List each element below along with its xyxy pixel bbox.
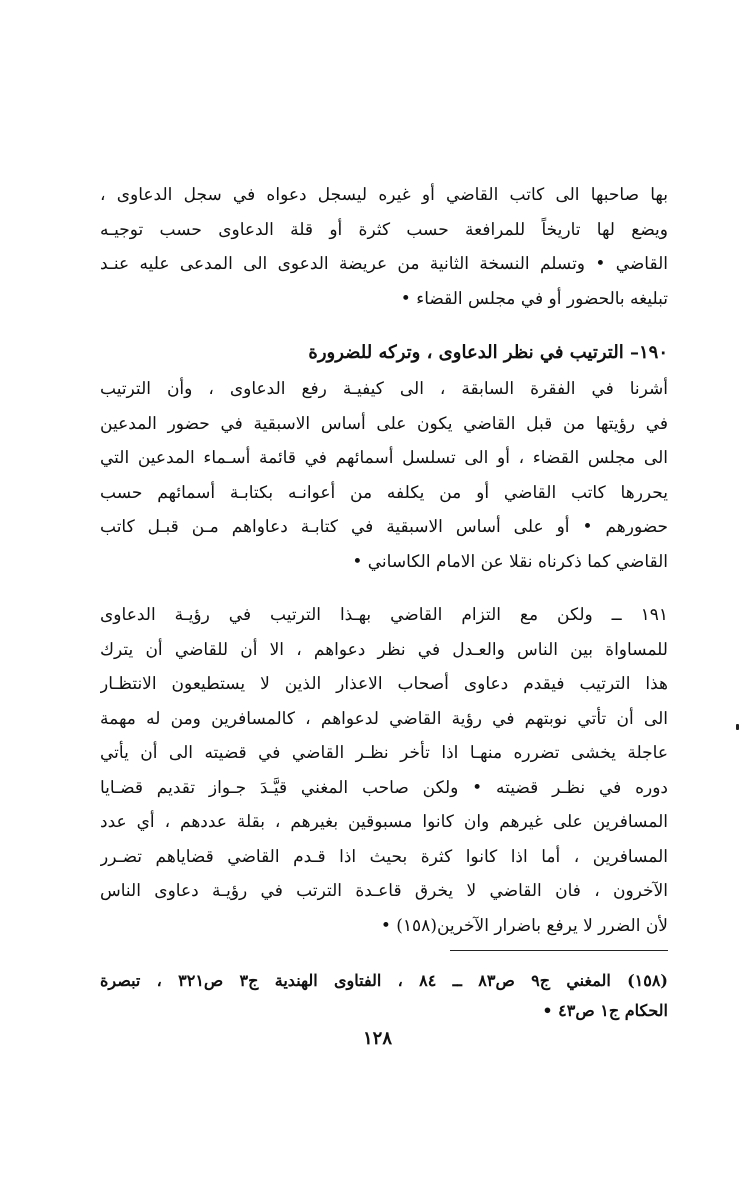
footnote-separator xyxy=(450,950,668,951)
footnote-line: (١٥٨) المغني ج٩ ص٨٣ ــ ٨٤ ، الفتاوى الهندية ج٣ ص٣٢١ ، تبصرة xyxy=(100,971,668,990)
paragraph-line: الى أن تأتي نوبتهم في رؤية القاضي لدعواهم ، كالمسافرين ومن له مهمة xyxy=(100,708,668,729)
paragraph-line: ١٩١ ــ ولكن مع التزام القاضي بهـذا الترتيب في رؤيـة الدعاوى xyxy=(100,605,668,625)
paragraph-line: للمساواة بين الناس والعـدل في نظر دعواهم ، الا أن للقاضي أن يترك xyxy=(100,639,668,660)
paragraph-line: هذا الترتيب فيقدم دعاوى أصحاب الاعذار الذين لا يستطيعون الانتظـار xyxy=(100,674,668,694)
paragraph-line: دوره في نظـر قضيته • ولكن صاحب المغني قيَّـدَ جـواز تقديم قضـايا xyxy=(100,777,668,798)
paragraph-line: القاضي كما ذكرناه نقلا عن الامام الكاساني • xyxy=(352,551,668,572)
paragraph-line: المسافرين ، أما اذا كانوا كثرة بحيث اذا قـدم القاضي قضاياهم تضـرر xyxy=(100,846,668,867)
paragraph-section-190 xyxy=(100,372,668,579)
paragraph-line: الى مجلس القضاء ، أو الى تسلسل أسمائهم في قائمة أسـماء المدعين التي xyxy=(100,448,668,468)
paragraph-line: القاضي • وتسلم النسخة الثانية من عريضة الدعوى الى المدعى عليه عنـد xyxy=(100,254,668,274)
paragraph-line: بها صاحبها الى كاتب القاضي أو غيره ليسجل دعواه في سجل الدعاوى ، xyxy=(100,185,668,205)
paragraph-line: يحررها كاتب القاضي أو من يكلفه من أعوانـه بكتابـة أسمائهم حسب xyxy=(100,482,668,503)
paragraph-line: المسافرين على غيرهم وان كانوا مسبوقين بغيرهم ، بقلة عددهم ، أي عدد xyxy=(100,812,668,832)
paragraph-line: عاجلة يخشى تضرره منهـا اذا تأخر نظـر القاضي في قضيته الى أن يأتي xyxy=(100,743,668,763)
footnote-158 xyxy=(100,966,668,1026)
paragraph-line: ويضع لها تاريخاً للمرافعة حسب كثرة أو قلة الدعاوى حسب توجيـه xyxy=(100,219,668,240)
paragraph-line: في رؤيتها من قبل القاضي يكون على أساس الاسبقية في حضور المدعين xyxy=(100,413,668,434)
paragraph-continued xyxy=(100,178,668,316)
footnote-line: الحكام ج١ ص٤٣ • xyxy=(542,1001,668,1020)
paragraph-line: الآخرون ، فان القاضي لا يخرق قاعـدة الترتب في رؤيـة دعاوى الناس xyxy=(100,881,668,901)
paragraph-line: حضورهم • أو على أساس الاسبقية في كتابـة دعاواهم مـن قبـل كاتب xyxy=(100,517,668,537)
scan-speck xyxy=(736,724,739,730)
paragraph-section-191 xyxy=(100,598,668,943)
page-number: ١٢٨ xyxy=(362,1028,392,1049)
paragraph-line: لأن الضرر لا يرفع باضرار الآخرين(١٥٨) • xyxy=(380,915,668,936)
paragraph-line: أشرنا في الفقرة السابقة ، الى كيفيـة رفع الدعاوى ، وأن الترتيب xyxy=(100,379,668,399)
paragraph-line: تبليغه بالحضور أو في مجلس القضاء • xyxy=(400,288,668,309)
section-heading-190: ١٩٠– الترتيب في نظر الدعاوى ، وتركه للضرورة xyxy=(308,342,668,363)
